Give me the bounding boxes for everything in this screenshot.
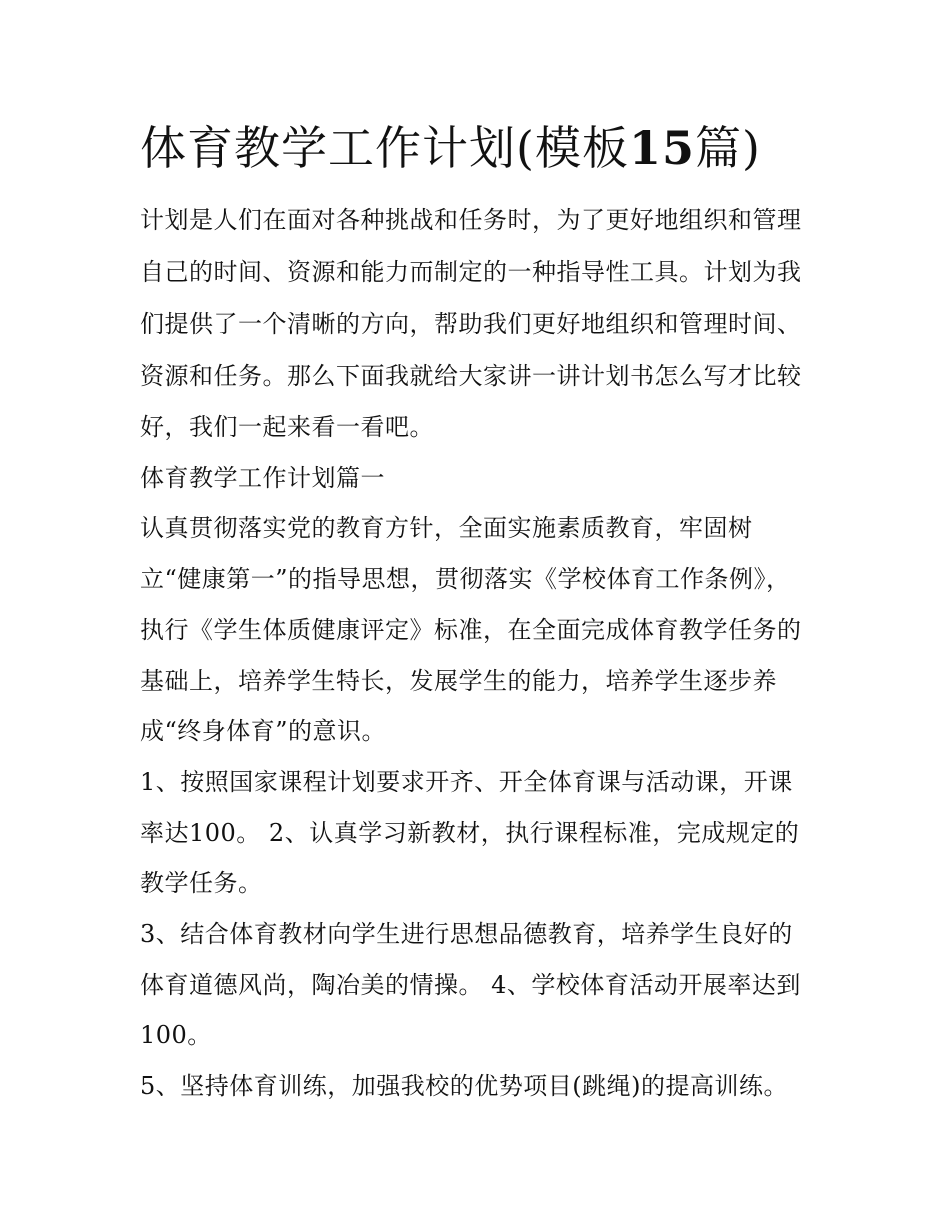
title-number: 15 [628,121,695,175]
section-heading: 体育教学工作计划篇一 [140,464,385,492]
paragraph-line-3: 执行《学生体质健康评定》标准，在全面完成体育教学任务的 [140,616,802,644]
paragraph-line-5: 成“终身体育”的意识。 [140,717,387,745]
intro-line-5: 好，我们一起来看一看吧。 [140,413,434,441]
item-line-7: 5、坚持体育训练，加强我校的优势项目(跳绳)的提高训练。 [140,1072,788,1100]
item-line-5: 体育道德风尚，陶冶美的情操。 4、学校体育活动开展率达到 [140,971,801,999]
item-line-6: 100。 [140,1021,212,1049]
item-line-1: 1、按照国家课程计划要求开齐、开全体育课与活动课，开课 [140,768,793,796]
item-line-4: 3、结合体育教材向学生进行思想品德教育，培养学生良好的 [140,920,793,948]
paragraph-line-4: 基础上，培养学生特长，发展学生的能力，培养学生逐步养 [140,667,777,695]
intro-line-3: 们提供了一个清晰的方向，帮助我们更好地组织和管理时间、 [140,310,802,338]
intro-line-2: 自己的时间、资源和能力而制定的一种指导性工具。计划为我 [140,258,802,286]
item-line-3: 教学任务。 [140,869,263,897]
document-title [140,118,840,178]
paragraph-line-1: 认真贯彻落实党的教育方针，全面实施素质教育，牢固树 [140,514,753,542]
title-text: 体育教学工作计划(模板 [140,121,629,175]
paragraph-line-2: 立“健康第一”的指导思想，贯彻落实《学校体育工作条例》， [140,565,791,593]
intro-line-1: 计划是人们在面对各种挑战和任务时，为了更好地组织和管理 [140,206,802,234]
intro-line-4: 资源和任务。那么下面我就给大家讲一讲计划书怎么写才比较 [140,362,802,390]
title-suffix: 篇) [694,121,761,175]
item-line-2: 率达100。 2、认真学习新教材，执行课程标准，完成规定的 [140,819,800,847]
